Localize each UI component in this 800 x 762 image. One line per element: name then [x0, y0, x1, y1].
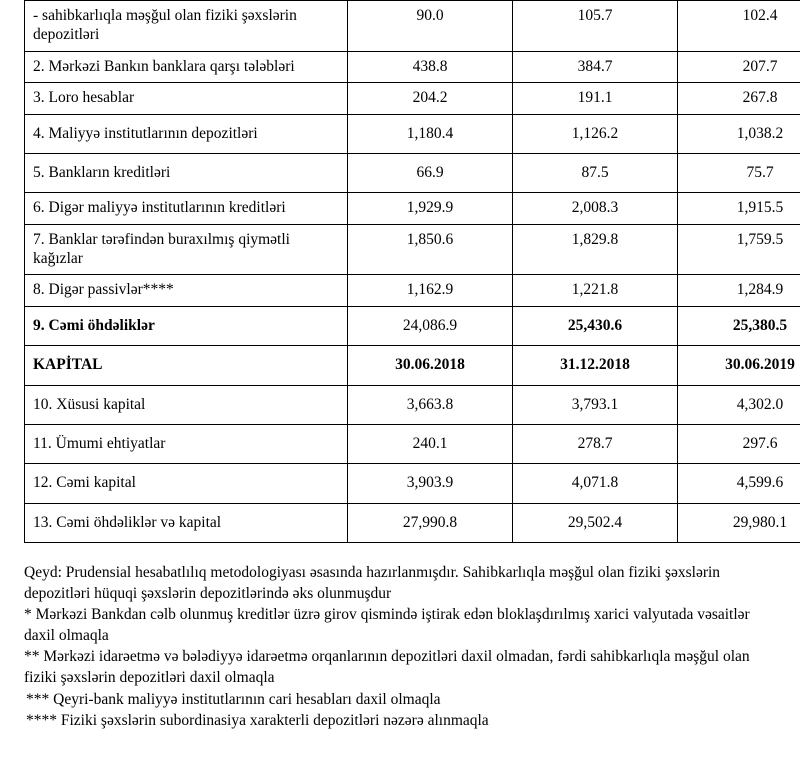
- row-value-1: 90.0: [348, 1, 513, 52]
- row-value-1: 438.8: [348, 51, 513, 82]
- table-row: [25, 385, 800, 424]
- row-label: 2. Mərkəzi Bankın banklara qarşı tələbləri: [25, 51, 348, 82]
- row-value-3: 4,599.6: [678, 464, 800, 503]
- row-value-2: 29,502.4: [513, 503, 678, 542]
- row-value-3: 1,284.9: [678, 275, 800, 306]
- table-row: [25, 1, 800, 52]
- footnotes: [24, 563, 776, 732]
- table-row: [25, 51, 800, 82]
- row-value-1: 1,850.6: [348, 224, 513, 275]
- row-value-2: 87.5: [513, 153, 678, 192]
- row-value-2: 191.1: [513, 83, 678, 114]
- row-label: 9. Cəmi öhdəliklər: [25, 306, 348, 345]
- table-row: [25, 224, 800, 275]
- row-value-2: 2,008.3: [513, 193, 678, 224]
- table-row: [25, 153, 800, 192]
- row-value-3: 207.7: [678, 51, 800, 82]
- table-row-total: [25, 503, 800, 542]
- row-value-3: 75.7: [678, 153, 800, 192]
- table-row-total-liabilities: [25, 306, 800, 345]
- table-row: [25, 193, 800, 224]
- row-label: 8. Digər passivlər****: [25, 275, 348, 306]
- row-value-2: 278.7: [513, 424, 678, 463]
- row-label: 5. Bankların kreditləri: [25, 153, 348, 192]
- footnote-1: * Mərkəzi Bankdan cəlb olunmuş kreditlər üzrə girov qismində iştirak edən bloklaşdırılmış xarici valyutada vəsaitlər daxil olmaqla: [24, 606, 750, 644]
- row-label: 6. Digər maliyyə institutlarının kreditləri: [25, 193, 348, 224]
- row-value-3: 1,915.5: [678, 193, 800, 224]
- row-value-3: 4,302.0: [678, 385, 800, 424]
- row-value-2: 1,126.2: [513, 114, 678, 153]
- row-value-3: 25,380.5: [678, 306, 800, 345]
- footnote-2: ** Mərkəzi idarəetmə və bələdiyyə idarəetmə orqanlarının depozitləri daxil olmadan, fərdi sahibkarlıqla məşğul olan fiziki şəxslərin depozitləri daxil olmaqla: [24, 648, 750, 687]
- row-value-1: 204.2: [348, 83, 513, 114]
- column-header-2: 31.12.2018: [513, 346, 678, 385]
- row-value-2: 1,829.8: [513, 224, 678, 275]
- row-label: 12. Cəmi kapital: [25, 464, 348, 503]
- row-value-1: 24,086.9: [348, 306, 513, 345]
- row-value-2: 384.7: [513, 51, 678, 82]
- column-header-3: 30.06.2019: [678, 346, 800, 385]
- row-value-3: 29,980.1: [678, 503, 800, 542]
- row-value-3: 1,038.2: [678, 114, 800, 153]
- row-label: 4. Maliyyə institutlarının depozitləri: [25, 114, 348, 153]
- row-value-1: 1,929.9: [348, 193, 513, 224]
- row-value-1: 1,180.4: [348, 114, 513, 153]
- row-value-1: 3,663.8: [348, 385, 513, 424]
- table-row: [25, 464, 800, 503]
- row-value-3: 267.8: [678, 83, 800, 114]
- row-value-1: 27,990.8: [348, 503, 513, 542]
- row-label: 7. Banklar tərəfindən buraxılmış qiymətli kağızlar: [25, 224, 348, 275]
- table-row: [25, 83, 800, 114]
- row-label: 3. Loro hesablar: [25, 83, 348, 114]
- table-row: [25, 424, 800, 463]
- row-value-2: 1,221.8: [513, 275, 678, 306]
- financial-table: [24, 0, 800, 543]
- table-body: [25, 1, 800, 543]
- row-label: 11. Ümumi ehtiyatlar: [25, 424, 348, 463]
- row-value-1: 66.9: [348, 153, 513, 192]
- footnote-general: Qeyd: Prudensial hesabatlılıq metodologiyası əsasında hazırlanmışdır. Sahibkarlıqla məşğul olan fiziki şəxslərin depozitləri hüquqi şəxslərin depozitlərində əks olunmuşdur: [24, 564, 721, 602]
- table-section-header-capital: [25, 346, 800, 385]
- row-value-2: 4,071.8: [513, 464, 678, 503]
- row-label: 10. Xüsusi kapital: [25, 385, 348, 424]
- column-header-1: 30.06.2018: [348, 346, 513, 385]
- row-label: 13. Cəmi öhdəliklər və kapital: [25, 503, 348, 542]
- row-value-3: 102.4: [678, 1, 800, 52]
- row-value-1: 1,162.9: [348, 275, 513, 306]
- row-label: - sahibkarlıqla məşğul olan fiziki şəxslərin depozitləri: [25, 1, 348, 52]
- row-label: KAPİTAL: [25, 346, 348, 385]
- footnote-4: **** Fiziki şəxslərin subordinasiya xarakterli depozitləri nəzərə alınmaqla: [26, 712, 489, 730]
- table-row: [25, 275, 800, 306]
- row-value-3: 1,759.5: [678, 224, 800, 275]
- row-value-3: 297.6: [678, 424, 800, 463]
- table-row: [25, 114, 800, 153]
- row-value-2: 3,793.1: [513, 385, 678, 424]
- row-value-1: 3,903.9: [348, 464, 513, 503]
- row-value-1: 240.1: [348, 424, 513, 463]
- footnote-3: *** Qeyri-bank maliyyə institutlarının cari hesabları daxil olmaqla: [26, 690, 441, 708]
- row-value-2: 25,430.6: [513, 306, 678, 345]
- row-value-2: 105.7: [513, 1, 678, 52]
